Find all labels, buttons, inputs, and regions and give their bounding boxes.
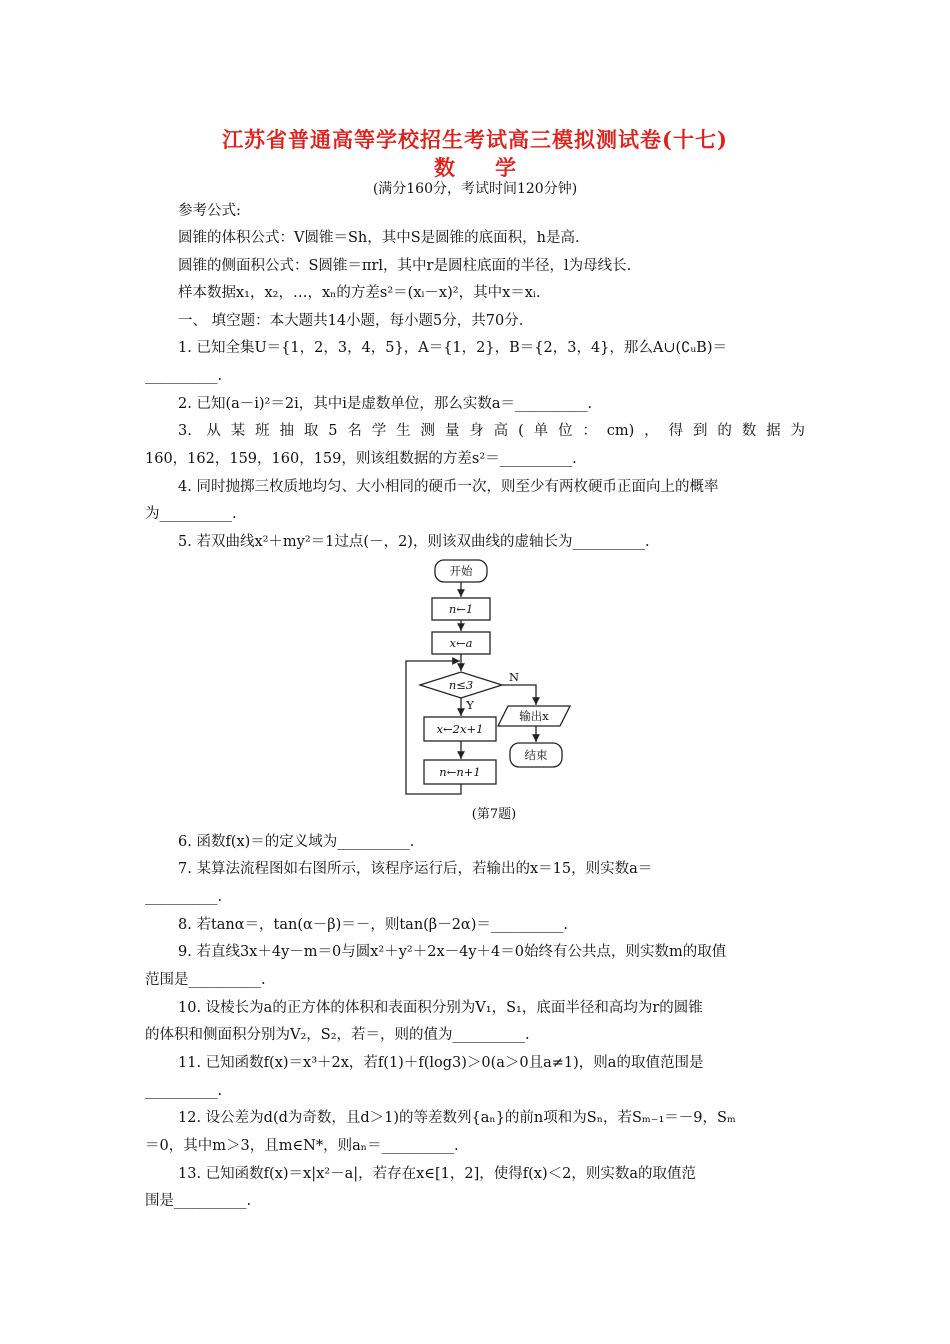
- section-heading: 一、 填空题：本大题共14小题，每小题5分，共70分.: [178, 313, 524, 329]
- question-9-cont: 范围是__________.: [145, 972, 266, 988]
- formula-variance: 样本数据x₁，x₂，…，xₙ的方差s²＝(xᵢ－x)²，其中x＝xᵢ.: [178, 285, 541, 301]
- question-1-blank: __________.: [145, 368, 223, 384]
- question-13: 13. 已知函数f(x)＝x|x²－a|，若存在x∈[1，2]，使得f(x)＜2，则实数a的取值范: [178, 1166, 697, 1182]
- question-8: 8. 若tanα＝，tan(α－β)＝－，则tan(β－2α)＝__________.: [178, 917, 568, 933]
- init-x-label: x←a: [449, 636, 473, 650]
- yes-label: Y: [466, 698, 474, 712]
- formulas-heading: 参考公式:: [178, 203, 241, 219]
- subject-title: 数学: [434, 155, 556, 180]
- question-11: 11. 已知函数f(x)＝x³＋2x，若f(1)＋f(log3)＞0(a＞0且a≠1)，则a的取值范围是: [178, 1055, 704, 1071]
- no-label: N: [508, 670, 520, 684]
- question-5: 5. 若双曲线x²＋my²＝1过点(－，2)，则该双曲线的虚轴长为__________.: [178, 534, 650, 550]
- question-10: 10. 设棱长为a的正方体的体积和表面积分别为V₁，S₁，底面半径和高均为r的圆锥: [178, 1000, 703, 1016]
- end-label: 结束: [524, 748, 548, 762]
- output-label: 输出x: [519, 709, 549, 723]
- update-x-label: x←2x+1: [436, 722, 484, 736]
- init-n-label: n←1: [448, 602, 474, 616]
- question-4: 4. 同时抛掷三枚质地均匀、大小相同的硬币一次，则至少有两枚硬币正面向上的概率: [178, 479, 719, 495]
- question-13-cont: 围是__________.: [145, 1193, 252, 1209]
- question-12-cont: ＝0，其中m＞3，且m∈N*，则aₙ＝__________.: [145, 1138, 459, 1154]
- question-7: 7. 某算法流程图如右图所示，该程序运行后，若输出的x＝15，则实数a＝: [178, 861, 653, 877]
- question-12: 12. 设公差为d(d为奇数，且d＞1)的等差数列{aₙ}的前n项和为Sₙ，若Sₘ₋₁＝－9，Sₘ: [178, 1110, 736, 1126]
- exam-meta: (满分160分，考试时间120分钟): [372, 181, 578, 197]
- condition-label: n≤3: [448, 678, 474, 692]
- question-7-blank: __________.: [145, 889, 223, 905]
- question-10-cont: 的体积和侧面积分别为V₂，S₂，若＝，则的值为__________.: [145, 1027, 530, 1043]
- formula-cone-volume: 圆锥的体积公式：V圆锥＝Sh，其中S是圆锥的底面积，h是高.: [178, 230, 580, 246]
- formula-cone-lateral: 圆锥的侧面积公式：S圆锥＝πrl，其中r是圆柱底面的半径，l为母线长.: [178, 258, 632, 274]
- question-1: 1. 已知全集U＝{1，2，3，4，5}，A＝{1，2}，B＝{2，3，4}，那么A∪(∁ᵤB)＝: [178, 340, 727, 356]
- question-9: 9. 若直线3x＋4y－m＝0与圆x²＋y²＋2x－4y＋4＝0始终有公共点，则实数m的取值: [178, 944, 727, 960]
- flowchart-caption: (第7题): [471, 807, 517, 822]
- question-3-cont: 160，162，159，160，159，则该组数据的方差s²＝__________.: [145, 451, 577, 467]
- question-11-blank: __________.: [145, 1083, 223, 1099]
- flowchart: [398, 556, 588, 826]
- question-4-cont: 为__________.: [145, 506, 237, 522]
- exam-title: 江苏省普通高等学校招生考试高三模拟测试卷(十七): [222, 127, 728, 152]
- question-6: 6. 函数f(x)＝的定义域为__________.: [178, 834, 415, 850]
- start-label: 开始: [449, 564, 473, 578]
- update-n-label: n←n+1: [439, 765, 481, 779]
- question-3: 3. 从某班抽取5名学生测量身高(单位：cm)，得到的数据为: [178, 423, 805, 439]
- question-2: 2. 已知(a－i)²＝2i，其中i是虚数单位，那么实数a＝__________.: [178, 396, 593, 412]
